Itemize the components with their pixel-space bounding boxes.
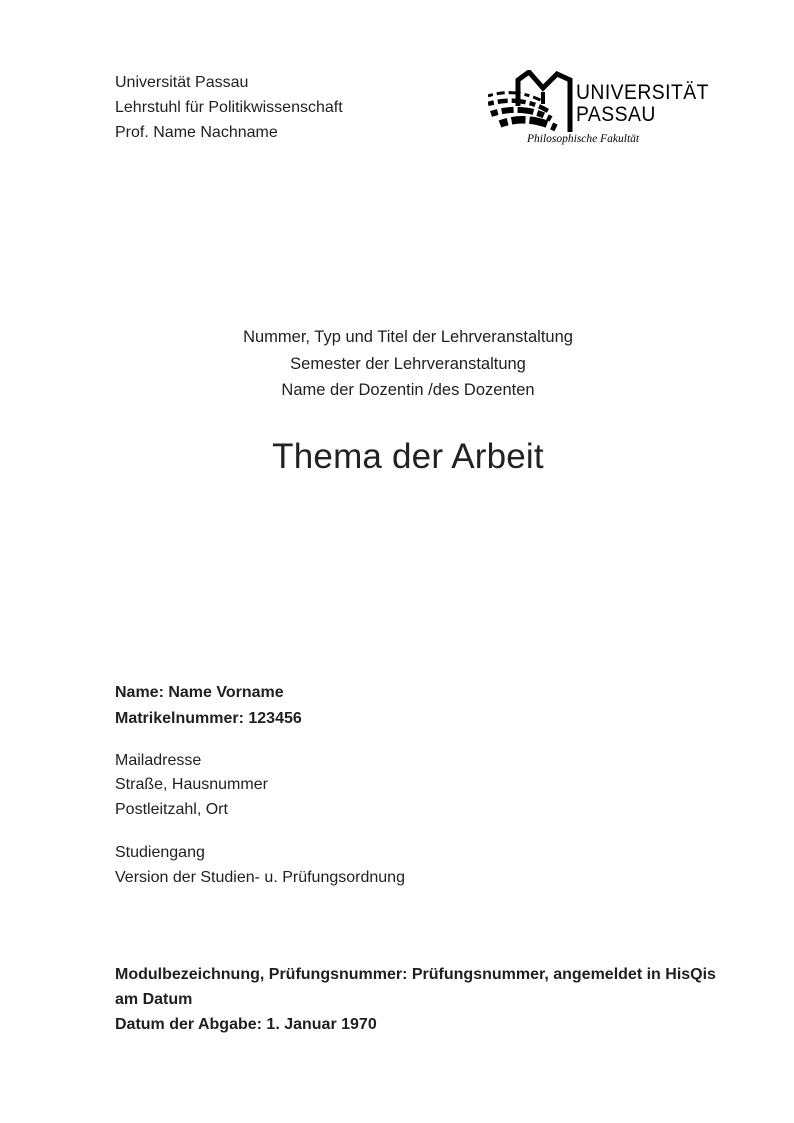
- program-block: [115, 840, 405, 890]
- author-block: [115, 680, 302, 732]
- logo-wordmark-line2: PASSAU: [576, 101, 656, 126]
- course-title-line: Nummer, Typ und Titel der Lehrveranstaltung: [243, 328, 573, 346]
- university-name: Universität Passau: [115, 74, 249, 91]
- exam-regulation-line: Version der Studien- u. Prüfungsordnung: [115, 869, 405, 886]
- chair-address-block: [115, 70, 343, 145]
- submission-date-line: Datum der Abgabe: 1. Januar 1970: [115, 1016, 377, 1033]
- logo-wordmark: [576, 82, 724, 125]
- author-name-line: Name: Name Vorname: [115, 684, 284, 701]
- passau-book-furrows-icon: [488, 70, 576, 134]
- email-line: Mailadresse: [115, 752, 202, 769]
- course-semester-line: Semester der Lehrveranstaltung: [290, 354, 526, 373]
- module-line-2: am Datum: [115, 991, 193, 1008]
- course-info-block: [115, 324, 701, 404]
- professor-name: Prof. Name Nachname: [115, 124, 278, 141]
- contact-block: [115, 749, 268, 822]
- logo-wordmark-line1: UNIVERSITÄT: [576, 80, 709, 104]
- program-line: Studiengang: [115, 844, 205, 861]
- thesis-title: Thema der Arbeit: [272, 437, 544, 476]
- course-lecturer-line: Name der Dozentin /des Dozenten: [281, 381, 535, 399]
- submission-block: [115, 962, 716, 1037]
- matriculation-number-line: Matrikelnummer: 123456: [115, 710, 302, 727]
- chair-name: Lehrstuhl für Politikwissenschaft: [115, 99, 343, 116]
- city-line: Postleitzahl, Ort: [115, 800, 228, 818]
- university-logo: [488, 70, 709, 154]
- street-line: Straße, Hausnummer: [115, 776, 268, 794]
- module-line-1: Modulbezeichnung, Prüfungsnummer: Prüfungsnummer, angemeldet in HisQis: [115, 966, 716, 983]
- faculty-caption: Philosophische Fakultät: [527, 133, 640, 145]
